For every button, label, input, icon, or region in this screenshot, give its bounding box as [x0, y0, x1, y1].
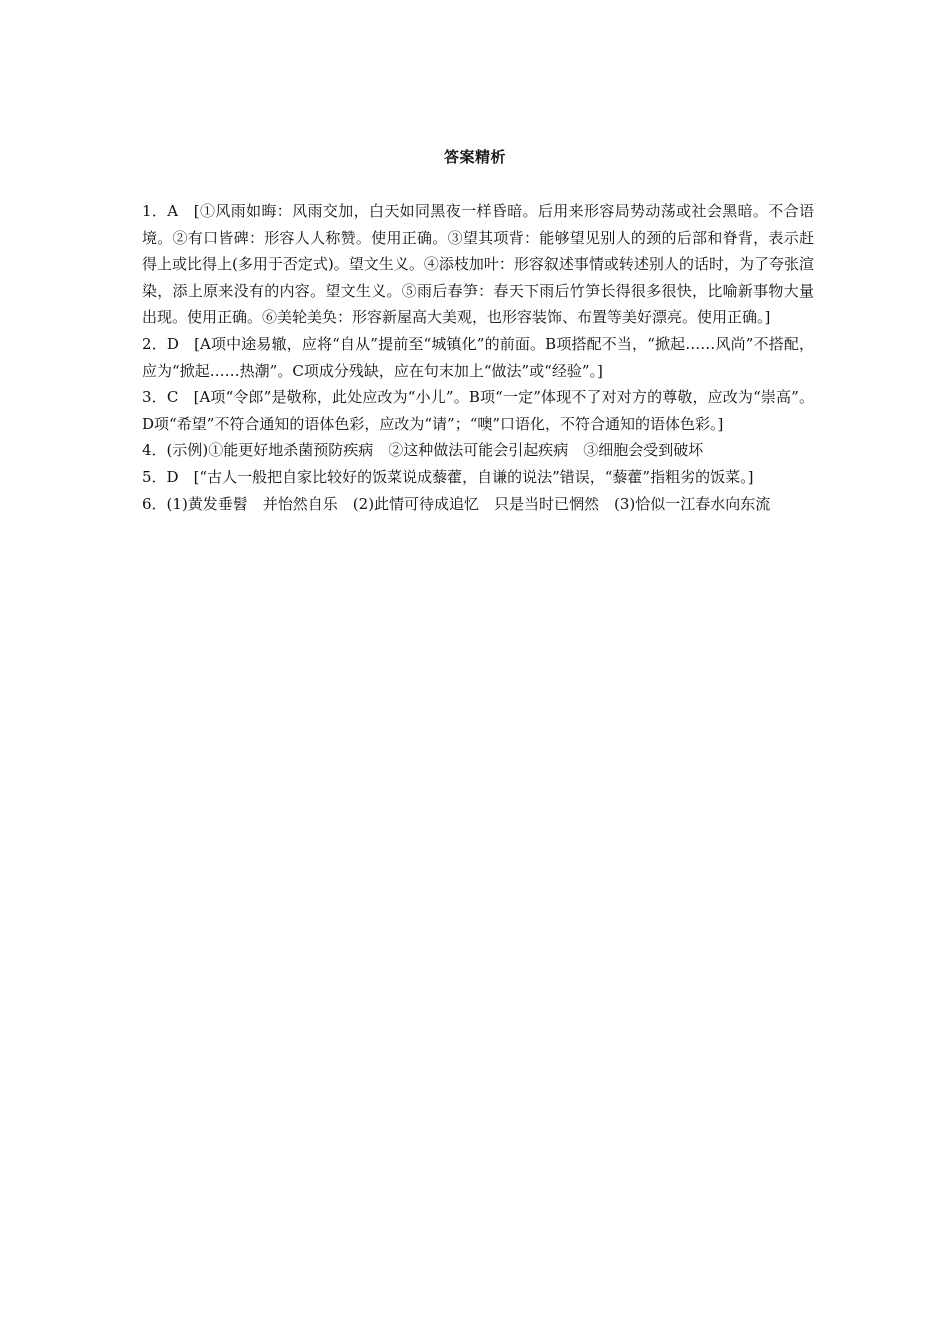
answer-item-3: 3．C [A项“令郎”是敬称，此处应改为“小儿”。B项“一定”体现不了对对方的尊敬，应改为“崇高”。D项“希望”不符合通知的语体色彩，应改为“请”；“噢”口语化，不符合通知的语体色彩。]: [142, 388, 814, 433]
answer-list: [142, 198, 814, 517]
answer-item-6: 6．(1)黄发垂髫 并怡然自乐 (2)此情可待成追忆 只是当时已惘然 (3)恰似一江春水向东流: [142, 494, 771, 513]
answer-item-4: 4．(示例)①能更好地杀菌预防疾病 ②这种做法可能会引起疾病 ③细胞会受到破坏: [142, 441, 704, 460]
answer-item-1: 1．A [①风雨如晦：风雨交加，白天如同黑夜一样昏暗。后用来形容局势动荡或社会黑暗。不合语境。②有口皆碑：形容人人称赞。使用正确。③望其项背：能够望见别人的颈的后部和脊背，表示赶得上或比得上(多用于否定式)。望文生义。④添枝加叶：形容叙述事情或转述别人的话时，为了夸张渲染，添上原来没有的内容。望文生义。⑤雨后春笋：春天下雨后竹笋长得很多很快，比喻新事物大量出现。使用正确。⑥美轮美奂：形容新屋高大美观，也形容装饰、布置等美好漂亮。使用正确。]: [142, 202, 814, 327]
answer-item-5: 5．D [“古人一般把自家比较好的饭菜说成藜藿，自谦的说法”错误，“藜藿”指粗劣的饭菜。]: [142, 467, 754, 486]
page-title: 答案精析: [443, 148, 506, 166]
answer-item-2: 2．D [A项中途易辙，应将“自从”提前至“城镇化”的前面。B项搭配不当，“掀起……风尚”不搭配，应为“掀起……热潮”。C项成分残缺，应在句末加上“做法”或“经验”。]: [142, 334, 814, 380]
